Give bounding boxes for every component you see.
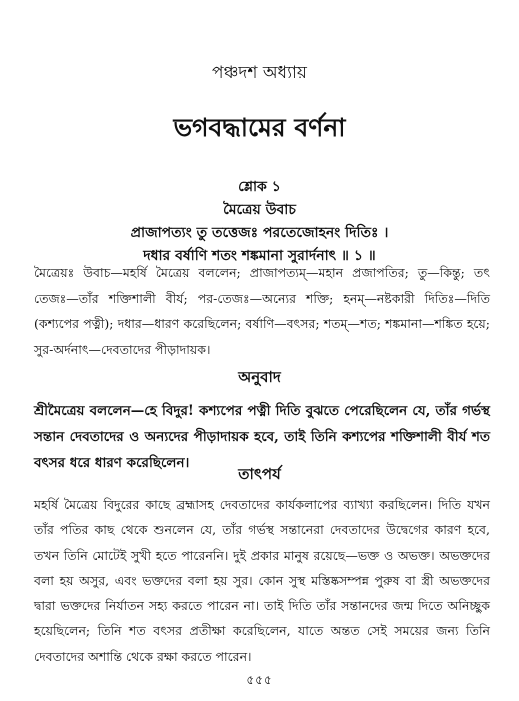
translation-heading: অনুবাদ	[238, 368, 281, 386]
page-number: ৫৫৫	[246, 673, 273, 687]
verse-line-1: প্রাজাপত্যং তু তত্তেজঃ পরতেজোহনং দিতিঃ ।	[130, 225, 389, 241]
verse-number: শ্লোক ১	[238, 179, 281, 195]
verse-line-2: দধার বর্ষাণি শতং শঙ্কমানা সুরার্দনাৎ ॥ ১ ॥	[143, 248, 376, 264]
verse-speaker: মৈত্রেয় উবাচ	[223, 202, 296, 218]
purport-heading: তাৎপর্য	[238, 465, 281, 483]
chapter-title: ভগবদ্ধামের বর্ণনা	[173, 113, 346, 142]
translation-paragraph: শ্রীমৈত্রেয় বললেন—হে বিদুর! কশ্যপের পত্নী দিতি বুঝতে পেরেছিলেন যে, তাঁর গর্ভস্থ সন্তান দেবতাদের ও অন্যদের পীড়াদায়ক হবে, তাই তিনি কশ্যপের শক্তিশালী বীর্য শত বৎসর ধরে ধারণ করেছিলেন।	[34, 403, 490, 471]
purport-paragraph: মহর্ষি মৈত্রেয় বিদুরের কাছে ব্রহ্মাসহ দেবতাদের কার্যকলাপের ব্যাখ্যা করছিলেন। দিতি যখন তাঁর পতির কাছ থেকে শুনলেন যে, তাঁর গর্ভস্থ সন্তানেরা দেবতাদের উদ্বেগের কারণ হবে, তখন তিনি মোটেই সুখী হতে পারেননি। দুই প্রকার মানুষ রয়েছে—ভক্ত ও অভক্ত। অভক্তদের বলা হয় অসুর, এবং ভক্তদের বলা হয় সুর। কোন সুস্থ মস্তিষ্কসম্পন্ন পুরুষ বা স্ত্রী অভক্তদের দ্বারা ভক্তদের নির্যাতন সহ্য করতে পারেন না। তাই দিতি তাঁর সন্তানদের জন্ম দিতে অনিচ্ছুক হয়েছিলেন; তিনি শত বৎসর প্রতীক্ষা করেছিলেন, যাতে অন্তত সেই সময়ের জন্য তিনি দেবতাদের অশান্তি থেকে রক্ষা করতে পারেন।	[34, 497, 490, 664]
chapter-label: পঞ্চদশ অধ্যায়	[212, 63, 307, 83]
synonyms-paragraph: মৈত্রেয়ঃ উবাচ—মহর্ষি মৈত্রেয় বললেন; প্রাজাপত্যম্—মহান প্রজাপতির; তু—কিন্তু; তৎ তেজঃ—তাঁর শক্তিশালী বীর্য; পর-তেজঃ—অন্যের শক্তি; হনম্—নষ্টকারী দিতিঃ—দিতি (কশ্যপের পত্নী); দধার—ধারণ করেছিলেন; বর্ষাণি—বৎসর; শতম্—শত; শঙ্কমানা—শঙ্কিত হয়ে; সুর-অর্দনাৎ—দেবতাদের পীড়াদায়ক।	[34, 265, 490, 357]
verse-block	[0, 176, 519, 268]
